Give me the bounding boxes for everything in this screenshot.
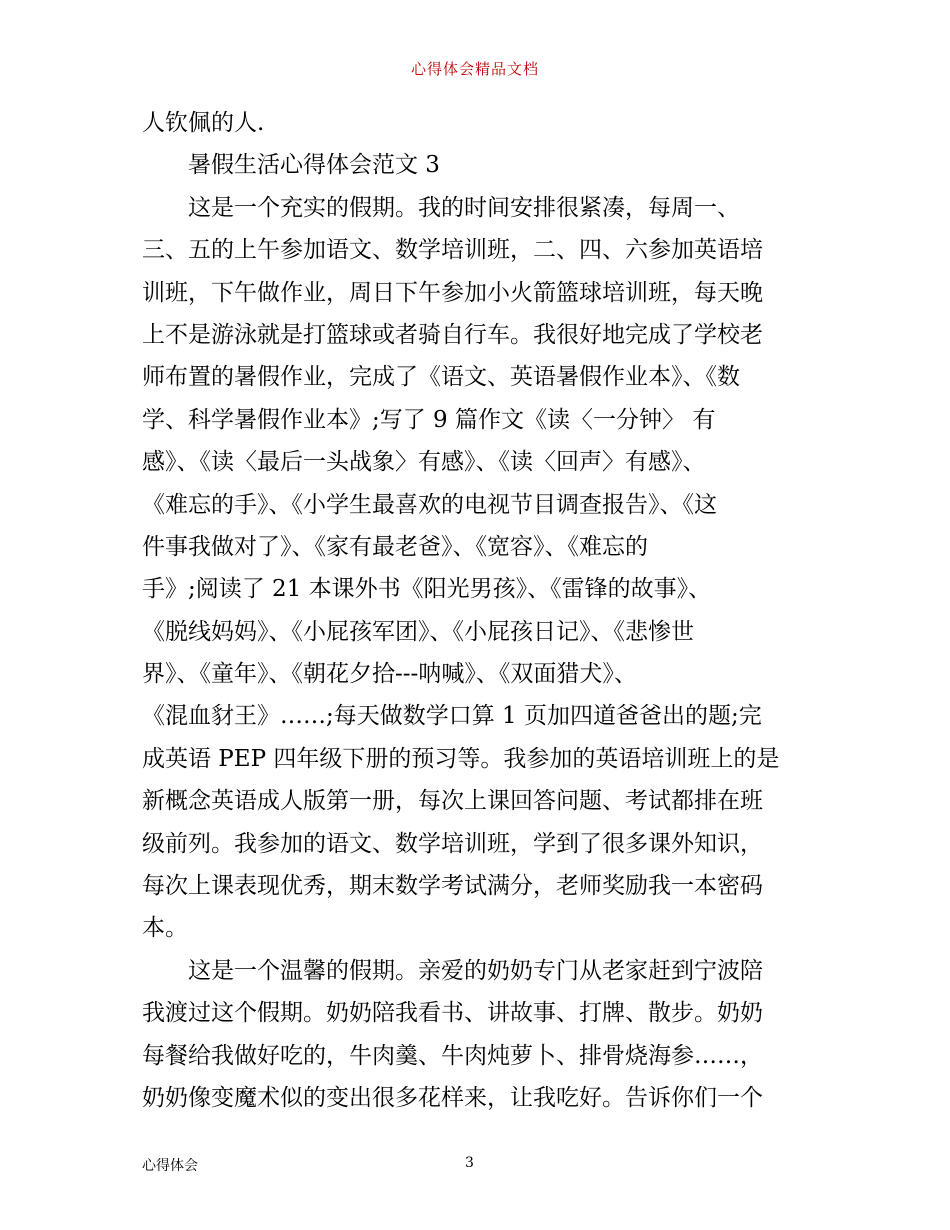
text-line: 我渡过这个假期。奶奶陪我看书、讲故事、打牌、散步。奶奶: [142, 1000, 763, 1027]
page-number: 3: [465, 1155, 474, 1171]
text-line: 人钦佩的人.: [142, 110, 265, 136]
text-line: 学、科学暑假作业本》;写了 9 篇作文《读〈一分钟〉 有: [142, 406, 716, 433]
text-line: 新概念英语成人版第一册，每次上课回答问题、考试都排在班: [142, 788, 763, 815]
text-line: 师布置的暑假作业，完成了《语文、英语暑假作业本》、《数: [142, 364, 740, 391]
text-line: 每次上课表现优秀，期末数学考试满分，老师奖励我一本密码: [142, 873, 763, 900]
text-line: 成英语 PEP 四年级下册的预习等。我参加的英语培训班上的是: [142, 745, 780, 772]
text-line: 级前列。我参加的语文、数学培训班，学到了很多课外知识，: [142, 830, 763, 857]
text-line: 《混血豺王》……;每天做数学口算 1 页加四道爸爸出的题;完: [142, 703, 762, 730]
text-line: 每餐给我做好吃的，牛肉羹、牛肉炖萝卜、排骨烧海参……，: [142, 1042, 763, 1069]
text-line: 感》、《读〈最后一头战象〉有感》、《读〈回声〉有感》、: [142, 449, 706, 476]
text-line: 手》;阅读了 21 本课外书《阳光男孩》、《雷锋的故事》、: [142, 576, 712, 603]
text-line: 《脱线妈妈》、《小屁孩军团》、《小屁孩日记》、《悲惨世: [142, 618, 694, 645]
text-line: 件事我做对了》、《家有最老爸》、《宽容》、《难忘的: [142, 533, 648, 560]
text-line: 这是一个充实的假期。我的时间安排很紧凑，每周一、: [188, 194, 740, 221]
text-line: 本。: [142, 915, 188, 942]
text-line: 《难忘的手》、《小学生最喜欢的电视节目调查报告》、《这: [142, 491, 717, 518]
text-line: 训班，下午做作业，周日下午参加小火箭篮球培训班，每天晚: [142, 279, 763, 306]
text-line: 界》、《童年》、《朝花夕拾---呐喊》、《双面猎犬》、: [142, 661, 637, 688]
text-line: 三、五的上午参加语文、数学培训班，二、四、六参加英语培: [142, 237, 763, 264]
text-line: 暑假生活心得体会范文 3: [188, 152, 440, 179]
header-title: 心得体会精品文档: [410, 60, 539, 78]
text-line: 奶奶像变魔术似的变出很多花样来，让我吃好。告诉你们一个: [142, 1084, 763, 1111]
text-line: 这是一个温馨的假期。亲爱的奶奶专门从老家赶到宁波陪: [188, 957, 763, 984]
body-text: [142, 102, 814, 1119]
footer-label: 心得体会: [142, 1158, 198, 1174]
text-line: 上不是游泳就是打篮球或者骑自行车。我很好地完成了学校老: [142, 321, 763, 348]
